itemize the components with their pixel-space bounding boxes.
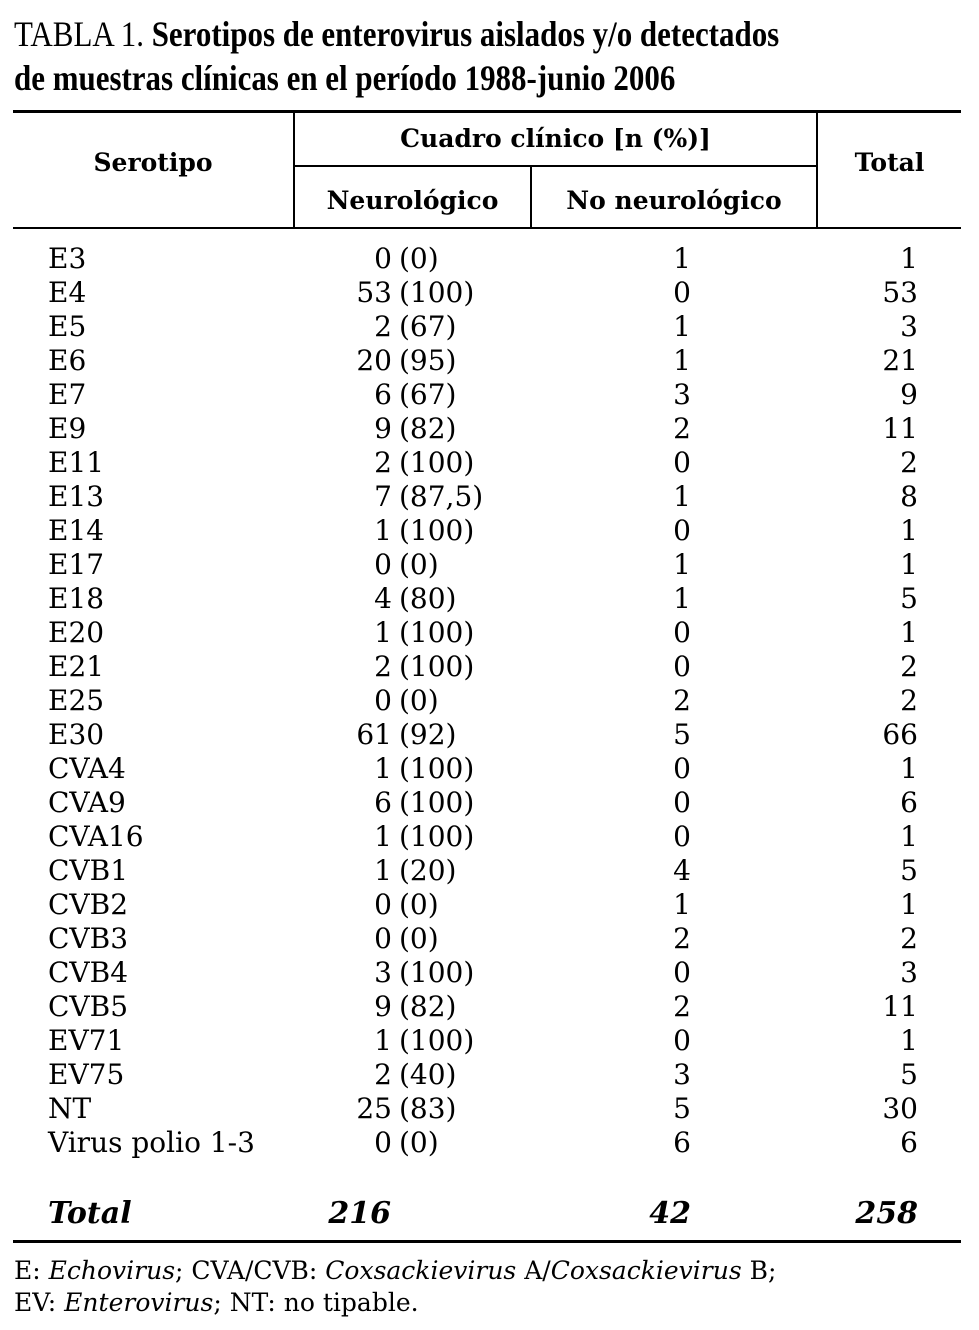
total-cell: 5 [900, 854, 918, 887]
non-neuro-cell: 4 [673, 854, 691, 887]
table-row [0, 378, 979, 412]
neuro-count-cell: 53 [356, 276, 392, 309]
table-row [0, 412, 979, 446]
header-bottom-rule [13, 227, 961, 229]
serotype-cell: EV71 [48, 1024, 125, 1057]
non-neuro-cell: 0 [673, 820, 691, 853]
table-row [0, 820, 979, 854]
table-row [0, 582, 979, 616]
total-cell: 6 [900, 1126, 918, 1159]
neuro-count-cell: 1 [374, 752, 392, 785]
neuro-count-cell: 7 [374, 480, 392, 513]
footnote-segment: ; NT: no tipable. [213, 1288, 419, 1317]
table-row [0, 480, 979, 514]
non-neuro-cell: 0 [673, 276, 691, 309]
serotype-cell: Virus polio 1-3 [48, 1126, 255, 1159]
neuro-percent-cell: (95) [399, 344, 457, 377]
non-neuro-cell: 1 [673, 888, 691, 921]
total-cell: 5 [900, 582, 918, 615]
neuro-count-cell: 2 [374, 1058, 392, 1091]
neuro-count-cell: 1 [374, 1024, 392, 1057]
total-cell: 2 [900, 922, 918, 955]
total-cell: 6 [900, 786, 918, 819]
total-cell: 1 [900, 616, 918, 649]
serotype-cell: E17 [48, 548, 105, 581]
total-cell: 2 [900, 446, 918, 479]
total-cell: 9 [900, 378, 918, 411]
total-cell: 1 [900, 1024, 918, 1057]
totals-label: Total [48, 1196, 132, 1231]
footnote-segment: Enterovirus [64, 1288, 214, 1317]
neuro-count-cell: 6 [374, 786, 392, 819]
header-neuro: Neurológico [326, 186, 499, 215]
table-row [0, 718, 979, 752]
footnote-segment: A/ [516, 1256, 551, 1285]
neuro-count-cell: 0 [374, 922, 392, 955]
serotype-cell: E9 [48, 412, 87, 445]
neuro-percent-cell: (0) [399, 684, 439, 717]
neuro-count-cell: 0 [374, 548, 392, 581]
non-neuro-cell: 3 [673, 378, 691, 411]
non-neuro-cell: 1 [673, 310, 691, 343]
non-neuro-cell: 5 [673, 718, 691, 751]
table-title [14, 12, 831, 100]
table-title-line-2: de muestras clínicas en el período 1988-junio 2006 [14, 58, 676, 98]
total-cell: 1 [900, 242, 918, 275]
neuro-count-cell: 0 [374, 888, 392, 921]
neuro-percent-cell: (100) [399, 752, 475, 785]
non-neuro-cell: 6 [673, 1126, 691, 1159]
non-neuro-cell: 5 [673, 1092, 691, 1125]
footnote-segment: Coxsackievirus [550, 1256, 742, 1285]
neuro-percent-cell: (100) [399, 650, 475, 683]
serotype-cell: E13 [48, 480, 105, 513]
table-row [0, 344, 979, 378]
total-cell: 3 [900, 956, 918, 989]
totals-neuro: 216 [328, 1196, 391, 1231]
serotype-cell: CVA4 [48, 752, 126, 785]
neuro-percent-cell: (100) [399, 446, 475, 479]
total-cell: 1 [900, 514, 918, 547]
neuro-percent-cell: (82) [399, 990, 457, 1023]
non-neuro-cell: 2 [673, 990, 691, 1023]
non-neuro-cell: 0 [673, 514, 691, 547]
non-neuro-cell: 3 [673, 1058, 691, 1091]
table-row [0, 242, 979, 276]
total-cell: 2 [900, 684, 918, 717]
neuro-count-cell: 2 [374, 650, 392, 683]
neuro-percent-cell: (100) [399, 820, 475, 853]
serotype-cell: E4 [48, 276, 87, 309]
neuro-percent-cell: (20) [399, 854, 457, 887]
neuro-count-cell: 25 [356, 1092, 392, 1125]
neuro-percent-cell: (40) [399, 1058, 457, 1091]
totals-non-neuro: 42 [649, 1196, 691, 1231]
total-cell: 1 [900, 548, 918, 581]
neuro-percent-cell: (100) [399, 1024, 475, 1057]
non-neuro-cell: 0 [673, 956, 691, 989]
total-cell: 11 [882, 412, 918, 445]
neuro-percent-cell: (0) [399, 242, 439, 275]
non-neuro-cell: 0 [673, 1024, 691, 1057]
footnote-line-1 [14, 1255, 776, 1287]
footnote-segment: Echovirus [48, 1256, 176, 1285]
neuro-percent-cell: (100) [399, 514, 475, 547]
total-cell: 5 [900, 1058, 918, 1091]
total-cell: 66 [882, 718, 918, 751]
footnote-line-2 [14, 1287, 776, 1319]
header-serotype: Serotipo [93, 148, 213, 177]
table-row [0, 650, 979, 684]
table-label: TABLA 1. [14, 14, 144, 54]
table-row [0, 548, 979, 582]
neuro-count-cell: 0 [374, 684, 392, 717]
footnote [14, 1255, 776, 1319]
neuro-count-cell: 1 [374, 514, 392, 547]
non-neuro-cell: 0 [673, 616, 691, 649]
neuro-percent-cell: (67) [399, 378, 457, 411]
neuro-count-cell: 6 [374, 378, 392, 411]
table-row [0, 1126, 979, 1160]
total-cell: 21 [882, 344, 918, 377]
neuro-count-cell: 1 [374, 854, 392, 887]
serotype-cell: CVA9 [48, 786, 126, 819]
serotype-cell: CVB2 [48, 888, 129, 921]
table-row [0, 684, 979, 718]
serotype-cell: NT [48, 1092, 92, 1125]
non-neuro-cell: 1 [673, 548, 691, 581]
neuro-count-cell: 2 [374, 310, 392, 343]
neuro-percent-cell: (83) [399, 1092, 457, 1125]
neuro-percent-cell: (92) [399, 718, 457, 751]
total-cell: 8 [900, 480, 918, 513]
neuro-count-cell: 9 [374, 412, 392, 445]
totals-row [0, 1196, 979, 1232]
serotype-cell: EV75 [48, 1058, 125, 1091]
total-cell: 11 [882, 990, 918, 1023]
non-neuro-cell: 0 [673, 446, 691, 479]
neuro-percent-cell: (100) [399, 276, 475, 309]
table-row [0, 786, 979, 820]
table-body [0, 242, 979, 1160]
neuro-count-cell: 3 [374, 956, 392, 989]
total-separator-rule [13, 1240, 961, 1243]
footnote-segment: Coxsackievirus [325, 1256, 517, 1285]
table-row [0, 922, 979, 956]
serotype-cell: E30 [48, 718, 105, 751]
neuro-count-cell: 0 [374, 242, 392, 275]
table-row [0, 752, 979, 786]
top-rule [13, 110, 961, 113]
neuro-percent-cell: (100) [399, 786, 475, 819]
table-row [0, 956, 979, 990]
table-row [0, 1024, 979, 1058]
table-row [0, 446, 979, 480]
neuro-count-cell: 9 [374, 990, 392, 1023]
total-cell: 2 [900, 650, 918, 683]
non-neuro-cell: 2 [673, 922, 691, 955]
serotype-cell: E6 [48, 344, 87, 377]
footnote-segment: E: [14, 1256, 49, 1285]
neuro-percent-cell: (100) [399, 956, 475, 989]
serotype-cell: E3 [48, 242, 87, 275]
footnote-segment: ; CVA/CVB: [175, 1256, 326, 1285]
table-row [0, 616, 979, 650]
totals-total: 258 [855, 1196, 918, 1231]
table-row [0, 310, 979, 344]
serotype-cell: E11 [48, 446, 105, 479]
header-non-neuro: No neurológico [566, 186, 782, 215]
header-group-rule [294, 165, 817, 167]
total-cell: 1 [900, 820, 918, 853]
neuro-count-cell: 20 [356, 344, 392, 377]
neuro-percent-cell: (80) [399, 582, 457, 615]
neuro-count-cell: 61 [356, 718, 392, 751]
neuro-percent-cell: (0) [399, 548, 439, 581]
non-neuro-cell: 1 [673, 242, 691, 275]
serotype-cell: E18 [48, 582, 105, 615]
total-cell: 1 [900, 888, 918, 921]
serotype-cell: CVB5 [48, 990, 129, 1023]
table-row [0, 276, 979, 310]
neuro-percent-cell: (0) [399, 922, 439, 955]
neuro-percent-cell: (100) [399, 616, 475, 649]
table-row [0, 1092, 979, 1126]
serotype-cell: E20 [48, 616, 105, 649]
footnote-segment: B; [741, 1256, 777, 1285]
neuro-count-cell: 1 [374, 820, 392, 853]
table-row [0, 888, 979, 922]
serotype-cell: E14 [48, 514, 105, 547]
neuro-percent-cell: (82) [399, 412, 457, 445]
header-clinical-group: Cuadro clínico [n (%)] [400, 124, 711, 153]
table-title-line-1: Serotipos de enterovirus aislados y/o detectados [151, 14, 780, 54]
table-row [0, 514, 979, 548]
neuro-percent-cell: (87,5) [399, 480, 484, 513]
table-row [0, 854, 979, 888]
non-neuro-cell: 2 [673, 412, 691, 445]
total-cell: 3 [900, 310, 918, 343]
serotype-cell: E21 [48, 650, 105, 683]
serotype-cell: E5 [48, 310, 87, 343]
neuro-count-cell: 1 [374, 616, 392, 649]
total-cell: 53 [882, 276, 918, 309]
footnote-segment: EV: [14, 1288, 65, 1317]
total-cell: 1 [900, 752, 918, 785]
non-neuro-cell: 1 [673, 480, 691, 513]
non-neuro-cell: 0 [673, 650, 691, 683]
neuro-count-cell: 4 [374, 582, 392, 615]
serotype-cell: E7 [48, 378, 87, 411]
non-neuro-cell: 2 [673, 684, 691, 717]
total-cell: 30 [882, 1092, 918, 1125]
header-total: Total [854, 148, 925, 177]
neuro-count-cell: 0 [374, 1126, 392, 1159]
serotype-cell: CVB1 [48, 854, 129, 887]
table-row [0, 990, 979, 1024]
neuro-percent-cell: (0) [399, 1126, 439, 1159]
neuro-percent-cell: (0) [399, 888, 439, 921]
neuro-count-cell: 2 [374, 446, 392, 479]
non-neuro-cell: 1 [673, 344, 691, 377]
neuro-percent-cell: (67) [399, 310, 457, 343]
serotype-cell: CVB4 [48, 956, 129, 989]
serotype-cell: CVA16 [48, 820, 144, 853]
non-neuro-cell: 0 [673, 786, 691, 819]
table-row [0, 1058, 979, 1092]
serotype-cell: CVB3 [48, 922, 129, 955]
serotype-cell: E25 [48, 684, 105, 717]
non-neuro-cell: 0 [673, 752, 691, 785]
non-neuro-cell: 1 [673, 582, 691, 615]
